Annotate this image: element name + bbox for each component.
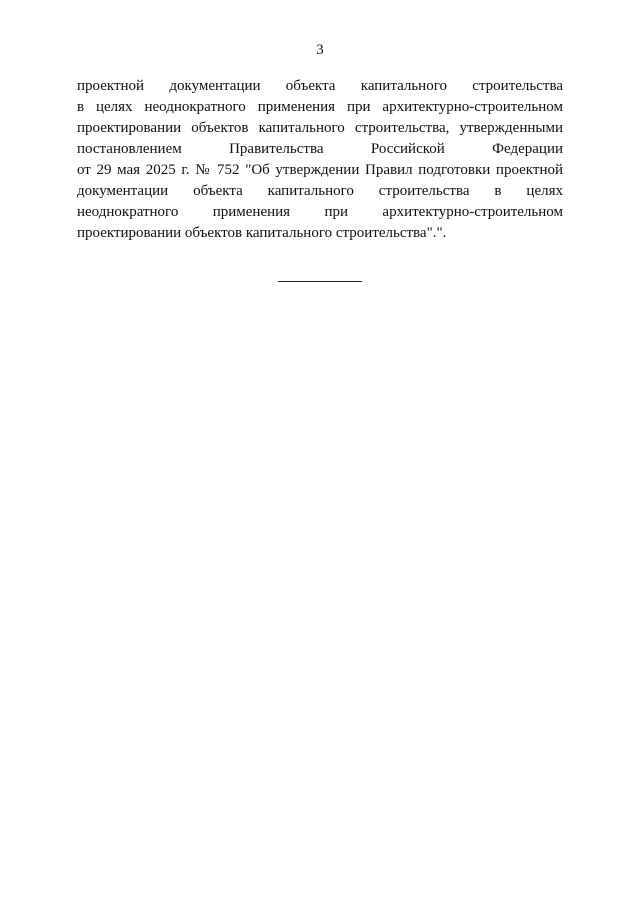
text-line: от 29 мая 2025 г. № 752 "Об утверждении Правил подготовки проектной (77, 162, 563, 178)
text-line: постановлением Правительства Российской Федерации (77, 141, 563, 157)
text-line: неоднократного применения при архитектурно-строительном (77, 204, 563, 220)
text-line: проектировании объектов капитального строительства, утвержденными (77, 120, 563, 136)
text-line: документации объекта капитального строительства в целях (77, 183, 563, 199)
body-paragraph (77, 76, 563, 244)
text-line: в целях неоднократного применения при архитектурно-строительном (77, 99, 563, 115)
text-line: проектировании объектов капитального строительства".". (77, 225, 447, 241)
text-line: проектной документации объекта капитального строительства (77, 78, 563, 94)
page-number: 3 (316, 42, 324, 58)
end-separator-line (278, 281, 362, 282)
